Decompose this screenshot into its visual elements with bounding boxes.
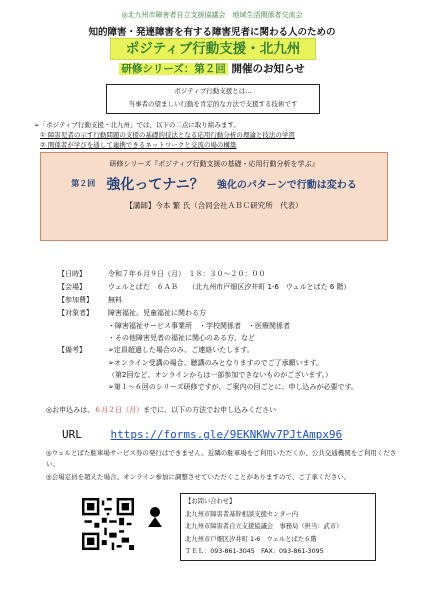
fee-value: 無料: [108, 296, 122, 304]
venue-label: 【会場】: [58, 283, 86, 291]
fee-label: 【参加費】: [58, 296, 93, 304]
deadline-date: ６月２日（月）: [94, 406, 144, 414]
target-sub-1: ・障害福祉サービス事業所 ・学校関係者 ・医療関係者: [108, 322, 290, 330]
notes-sub-2: （第2回など、オンラインからは一部参加できないものがございます。）: [108, 371, 333, 379]
contact-line-4: ＴＥＬ：093-861-3045 FAX：093-861-3095: [185, 548, 324, 555]
notes-sub-1: ➢オンライン受講の場合、聴講のみとなりますのでご了承願います。: [108, 359, 324, 367]
series-notice: 開催のお知らせ: [231, 63, 305, 75]
parking-note: ◎ウェルとばた駐車場サービス券の発行はできません。近隣の駐車場をご利用いただくか、公共交通機関をご利用ください。: [46, 449, 397, 468]
venue-row: [58, 281, 398, 294]
notes-label: 【備考】: [58, 346, 86, 354]
url-label: URL: [62, 428, 82, 441]
purpose-item-2: ② 関係者が学びを通して連携できるネットワークと交流の場の構築: [40, 141, 237, 149]
definition-line-1: ポジティブ行動支援とは…: [174, 87, 252, 95]
apply-suffix: までに、以下の方法でお申し込みください: [143, 406, 277, 414]
seminar-lecturer: 【講師】今本 繁 氏（合同会社ＡＢＣ研究所 代表）: [125, 200, 303, 210]
notes-sub-3: ➢第１～６回のシリーズ研修ですが、ご案内の回ごとに、申し込みが必要です。: [108, 383, 358, 391]
seminar-main: [41, 173, 387, 194]
online-note: ◎会場定員を超えた場合、オンライン参加に調整させていただくことがありますので、ご了承ください。: [46, 473, 351, 481]
apply-deadline: [46, 405, 276, 415]
definition-box: [106, 84, 320, 114]
logo-mark-icon: [142, 503, 168, 529]
qr-code-icon[interactable]: [82, 498, 134, 550]
contact-line-3: 北九州市戸畑区汐井町 1-6 ウェルとばた６階: [185, 535, 317, 543]
target-value: 障害福祉、児童福祉に関わる方: [108, 309, 206, 317]
date-label: 【日時】: [58, 270, 86, 278]
purpose-item-1: ① 障害児者の示す行動問題の支援の基礎的技法となる応用行動分析の理論と技法の学習: [40, 131, 295, 139]
series-title: 研修シリーズ：第２回: [121, 63, 226, 75]
apply-prefix: ◎お申込みは、: [46, 406, 95, 414]
organizers: ◎北九州市障害者自立支援協議会 地域生活関係者交流会: [121, 11, 303, 19]
target-sub-2: ・その他障害児者の福祉に関心のある方、など: [108, 334, 255, 342]
intro-text: 知的障害・発達障害を有する障害児者に関わる人のための: [88, 27, 336, 38]
target-row: [58, 307, 398, 320]
url-line: [62, 428, 342, 441]
seminar-series-title: 研修シリーズ『ポジティブ行動支援の基礎・応用行動分析を学ぶ』: [109, 160, 319, 168]
purpose-section: [34, 120, 404, 150]
date-value: 令和７年６月９日（月） １８：３０～２０：００: [108, 270, 266, 278]
venue-value: ウェルとばた ６ＡＢ （北九州市戸畑区汐井町 1-6 ウェルとばた 6 階）: [108, 283, 351, 291]
definition-line-2: 当事者の望ましい行動を肯定的な方法で支援する技術です: [128, 100, 298, 108]
fee-row: [58, 294, 398, 307]
notes-value: ➢定員超過した場合のみ、ご連絡いたします。: [108, 346, 254, 354]
date-row: [58, 268, 398, 281]
contact-line-1: 北九州市障害者基幹相談支援センター内: [185, 510, 299, 518]
contact-line-2: 北九州市障害者自立支援協議会 事務局（担当：武市）: [185, 523, 343, 530]
seminar-round: 第２回: [71, 179, 96, 188]
details-section: [58, 268, 398, 393]
target-label: 【対象者】: [58, 309, 93, 317]
purpose-lead: ➢「ポジティブ行動支援・北九州」では、以下の二点に取り組みます。: [34, 121, 240, 129]
seminar-subtitle: 強化のパターンで行動は変わる: [216, 180, 357, 191]
series-line: [0, 61, 424, 76]
contact-box: [180, 493, 376, 561]
contact-title: 【お問い合わせ】: [185, 498, 236, 505]
seminar-title: 強化ってナニ？: [106, 176, 204, 193]
seminar-box: [40, 152, 388, 241]
notes-row: [58, 344, 398, 357]
application-form-link[interactable]: https://forms.gle/9EKNKWv7PJtAmpx96: [110, 428, 343, 441]
title-banner: ポジティブ行動支援・北九州: [110, 38, 316, 60]
